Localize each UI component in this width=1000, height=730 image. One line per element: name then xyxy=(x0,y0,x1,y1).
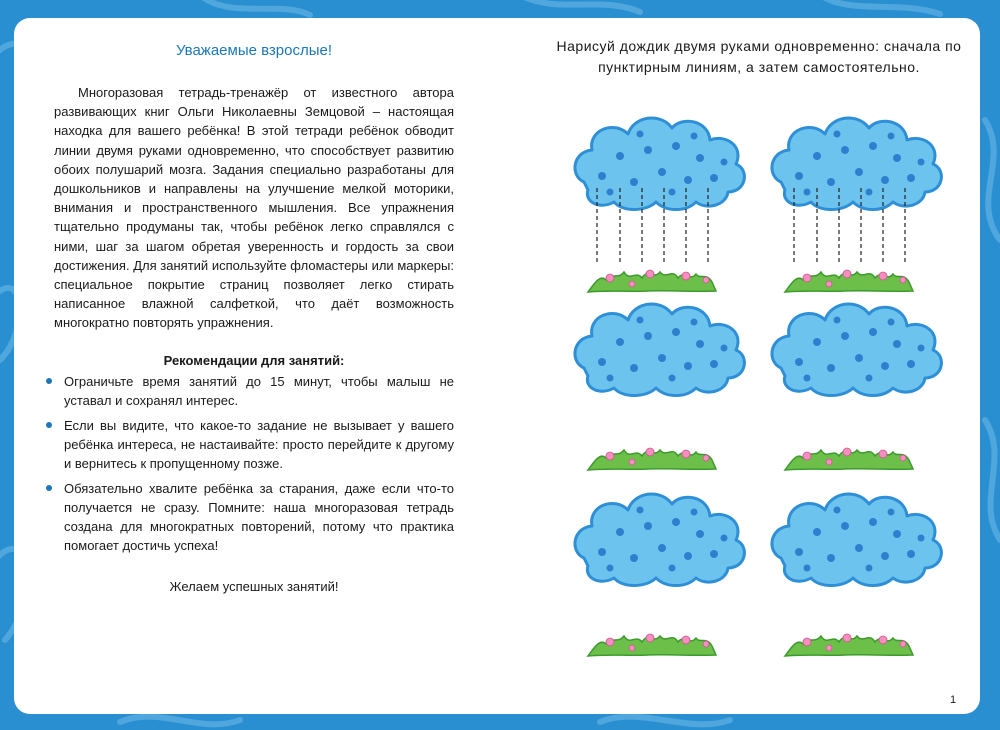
exercise-area xyxy=(14,18,980,714)
recommendation-text: Обязательно хвалите ребёнка за старания, даже если что-то получается не сразу. Помните: наша многоразовая тетрадь создана для многократных повторений, потому что практика помогает достичь успеха! xyxy=(64,480,454,553)
page-number: 1 xyxy=(950,694,957,706)
grass-right-3 xyxy=(785,634,913,656)
grass-left-1 xyxy=(588,270,716,292)
grass-right-2 xyxy=(785,448,913,470)
cloud-right-1 xyxy=(772,118,941,210)
grass-left-3 xyxy=(588,634,716,656)
cloud-right-3 xyxy=(772,494,941,586)
workbook-spread xyxy=(14,18,980,714)
page-title: Уважаемые взрослые! xyxy=(175,42,333,59)
grass-right-1 xyxy=(785,270,913,292)
intro-paragraph: Многоразовая тетрадь-тренажёр от известного автора развивающих книг Ольги Николаевны Земцовой – настоящая находка для вашего ребёнка! В этой тетради ребёнок обводит линии двумя руками одновременно, что способствует развитию обоих полушарий мозга. Задания специально разработаны для дошкольников и направлены на улучшение мелкой моторики, внимания и пространственного мышления. Все упражнения тщательно продуманы так, чтобы ребёнок легко справлялся с ними, шаг за шагом обретая уверенность и гордость за свои достижения. Для занятий используйте фломастеры или маркеры: специальное покрытие страниц позволяет легко стирать написанное влажной салфеткой, что даёт возможность многократно повторять упражнения. xyxy=(54,85,454,331)
grass-left-2 xyxy=(588,448,716,470)
cloud-left-1 xyxy=(575,118,744,210)
recommendation-text: Ограничьте время занятий до 15 минут, чтобы малыш не уставал и сохранял интерес. xyxy=(64,373,454,408)
recommendations-heading: Рекомендации для занятий: xyxy=(163,352,345,368)
closing-wish: Желаем успешных занятий! xyxy=(169,578,339,594)
cloud-left-3 xyxy=(575,494,744,586)
cloud-right-2 xyxy=(772,304,941,396)
cloud-left-2 xyxy=(575,304,744,396)
exercise-instruction: Нарисуй дождик двумя руками одновременно: сначала по пунктирным линиям, а затем самостоятельно. xyxy=(556,38,962,75)
recommendation-text: Если вы видите, что какое-то задание не вызывает у вашего ребёнка интереса, не настаивайте: просто перейдите к другому и вернитесь к пропущенному позже. xyxy=(64,417,454,471)
